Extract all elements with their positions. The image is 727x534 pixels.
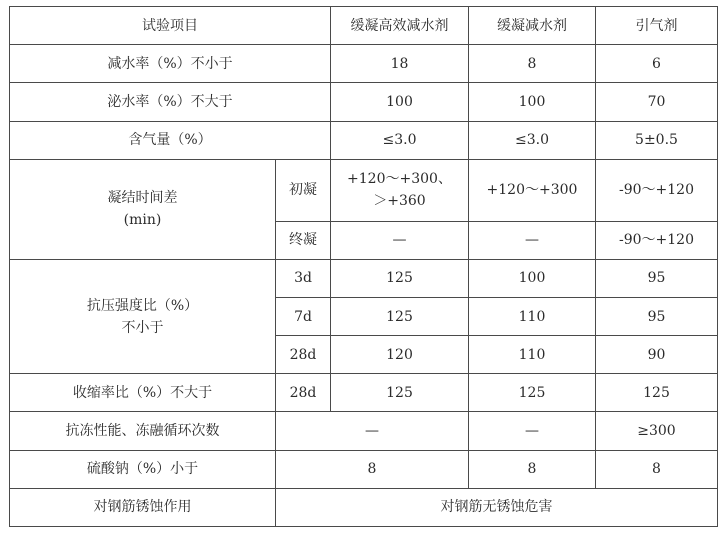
sub-label-initial-set: 初凝	[276, 159, 331, 221]
sub-label-age: 28d	[276, 374, 331, 412]
cell-value: ≥300	[596, 412, 718, 450]
row-label-air-content: 含气量（%）	[10, 121, 331, 159]
setting-time-label: 凝结时间差	[107, 190, 178, 207]
cell-value: —	[276, 412, 469, 450]
header-test-item: 试验项目	[10, 7, 331, 45]
cell-value: +120～+300	[469, 159, 596, 221]
header-row	[10, 7, 718, 45]
cell-value: 18	[331, 45, 469, 83]
sub-label-age: 7d	[276, 297, 331, 335]
cell-value: -90～+120	[596, 159, 718, 221]
sub-label-age: 3d	[276, 259, 331, 297]
row-label-sodium-sulfate: 硫酸钠（%）小于	[10, 450, 276, 488]
table-row	[10, 45, 718, 83]
row-label-shrinkage: 收缩率比（%）不大于	[10, 374, 276, 412]
row-label-bleeding: 泌水率（%）不大于	[10, 83, 331, 121]
cell-value: 95	[596, 297, 718, 335]
table-row	[10, 412, 718, 450]
cell-value: 125	[331, 374, 469, 412]
cell-value: 125	[469, 374, 596, 412]
cell-value: 8	[596, 450, 718, 488]
header-air-entraining-agent: 引气剂	[596, 7, 718, 45]
cell-value: ≤3.0	[331, 121, 469, 159]
cell-value: 100	[331, 83, 469, 121]
row-label-rebar-corrosion: 对钢筋锈蚀作用	[10, 488, 276, 526]
cell-value: 6	[596, 45, 718, 83]
row-label-water-reduction: 减水率（%）不小于	[10, 45, 331, 83]
cell-value: 125	[331, 259, 469, 297]
cell-value: 95	[596, 259, 718, 297]
cell-value: 5±0.5	[596, 121, 718, 159]
cell-value: —	[469, 412, 596, 450]
row-label-freeze-thaw: 抗冻性能、冻融循环次数	[10, 412, 276, 450]
cell-value: -90～+120	[596, 221, 718, 259]
table-row	[10, 159, 718, 221]
cell-value: 70	[596, 83, 718, 121]
cell-value-merged: 对钢筋无锈蚀危害	[276, 488, 718, 526]
sub-label-age: 28d	[276, 336, 331, 374]
table-row	[10, 374, 718, 412]
cell-value	[331, 159, 469, 221]
cell-value: ≤3.0	[469, 121, 596, 159]
row-label-compressive-strength	[10, 259, 276, 374]
cell-value: 8	[469, 45, 596, 83]
cell-value: 120	[331, 336, 469, 374]
cell-value: 125	[331, 297, 469, 335]
cell-value: 100	[469, 83, 596, 121]
setting-time-unit: (min)	[123, 212, 162, 229]
cell-value: 90	[596, 336, 718, 374]
row-label-setting-time	[10, 159, 276, 259]
table-row	[10, 259, 718, 297]
table-row	[10, 121, 718, 159]
cell-value: —	[469, 221, 596, 259]
cell-value: 110	[469, 297, 596, 335]
cell-value-line: +120～+300、	[347, 171, 452, 188]
cell-value: 8	[469, 450, 596, 488]
cell-value: 100	[469, 259, 596, 297]
cell-value: 8	[276, 450, 469, 488]
table-row	[10, 83, 718, 121]
table-row	[10, 488, 718, 526]
compressive-label: 抗压强度比（%）	[86, 297, 199, 314]
cell-value: —	[331, 221, 469, 259]
header-retarding-water-reducer: 缓凝减水剂	[469, 7, 596, 45]
cell-value: 110	[469, 336, 596, 374]
sub-label-final-set: 终凝	[276, 221, 331, 259]
cell-value-line: ＞+360	[373, 193, 426, 210]
header-retarding-superplasticizer: 缓凝高效减水剂	[331, 7, 469, 45]
admixture-spec-table	[9, 6, 718, 527]
table-row	[10, 450, 718, 488]
compressive-qualifier: 不小于	[121, 319, 164, 336]
cell-value: 125	[596, 374, 718, 412]
